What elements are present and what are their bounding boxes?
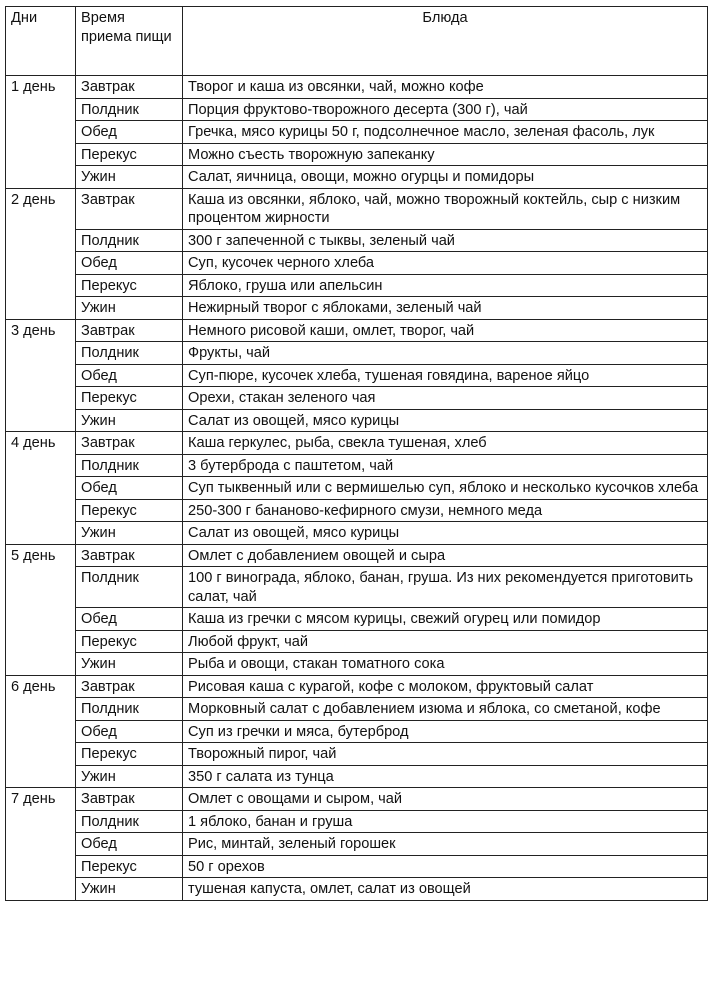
- meal-time: Завтрак: [76, 432, 183, 455]
- dish-description: Каша геркулес, рыба, свекла тушеная, хлеб: [183, 432, 708, 455]
- meal-time: Перекус: [76, 743, 183, 766]
- meal-time: Полдник: [76, 342, 183, 365]
- meal-time: Перекус: [76, 855, 183, 878]
- meal-time: Перекус: [76, 143, 183, 166]
- dish-description: Рис, минтай, зеленый горошек: [183, 833, 708, 856]
- meal-time: Полдник: [76, 229, 183, 252]
- day-label: 1 день: [6, 76, 76, 189]
- dish-description: Порция фруктово-творожного десерта (300 г), чай: [183, 98, 708, 121]
- meal-time: Обед: [76, 252, 183, 275]
- table-row: [6, 76, 708, 99]
- dish-description: Яблоко, груша или апельсин: [183, 274, 708, 297]
- dish-description: Морковный салат с добавлением изюма и яблока, со сметаной, кофе: [183, 698, 708, 721]
- table-row: [6, 229, 708, 252]
- dish-description: Каша из гречки с мясом курицы, свежий огурец или помидор: [183, 608, 708, 631]
- day-label: 3 день: [6, 319, 76, 432]
- dish-description: Каша из овсянки, яблоко, чай, можно творожный коктейль, сыр с низким процентом жирности: [183, 188, 708, 229]
- table-row: [6, 188, 708, 229]
- table-row: [6, 342, 708, 365]
- dish-description: Омлет с добавлением овощей и сыра: [183, 544, 708, 567]
- table-row: [6, 608, 708, 631]
- meal-time: Полдник: [76, 810, 183, 833]
- table-row: [6, 855, 708, 878]
- meal-time: Обед: [76, 477, 183, 500]
- meal-time: Перекус: [76, 387, 183, 410]
- table-row: [6, 454, 708, 477]
- table-row: [6, 499, 708, 522]
- dish-description: Рыба и овощи, стакан томатного сока: [183, 653, 708, 676]
- meal-time: Перекус: [76, 274, 183, 297]
- meal-time: Завтрак: [76, 319, 183, 342]
- table-row: [6, 675, 708, 698]
- header-days: Дни: [6, 7, 76, 76]
- header-meal-time: Время приема пищи: [76, 7, 183, 76]
- dish-description: Любой фрукт, чай: [183, 630, 708, 653]
- dish-description: 300 г запеченной с тыквы, зеленый чай: [183, 229, 708, 252]
- table-row: [6, 98, 708, 121]
- meal-time: Обед: [76, 720, 183, 743]
- table-row: [6, 878, 708, 901]
- dish-description: 100 г винограда, яблоко, банан, груша. Из них рекомендуется приготовить салат, чай: [183, 567, 708, 608]
- table-row: [6, 788, 708, 811]
- meal-time: Ужин: [76, 522, 183, 545]
- meal-time: Завтрак: [76, 675, 183, 698]
- dish-description: Немного рисовой каши, омлет, творог, чай: [183, 319, 708, 342]
- meal-time: Завтрак: [76, 788, 183, 811]
- dish-description: Орехи, стакан зеленого чая: [183, 387, 708, 410]
- table-row: [6, 698, 708, 721]
- dish-description: Салат из овощей, мясо курицы: [183, 409, 708, 432]
- meal-time: Обед: [76, 608, 183, 631]
- day-label: 6 день: [6, 675, 76, 788]
- table-row: [6, 544, 708, 567]
- table-row: [6, 166, 708, 189]
- dish-description: 50 г орехов: [183, 855, 708, 878]
- meal-time: Ужин: [76, 297, 183, 320]
- dish-description: Суп тыквенный или с вермишелью суп, яблоко и несколько кусочков хлеба: [183, 477, 708, 500]
- meal-time: Ужин: [76, 878, 183, 901]
- meal-time: Перекус: [76, 499, 183, 522]
- dish-description: Салат из овощей, мясо курицы: [183, 522, 708, 545]
- table-row: [6, 297, 708, 320]
- meal-time: Ужин: [76, 409, 183, 432]
- table-row: [6, 567, 708, 608]
- dish-description: Рисовая каша с курагой, кофе с молоком, фруктовый салат: [183, 675, 708, 698]
- meal-plan-table: [5, 6, 708, 901]
- dish-description: Творог и каша из овсянки, чай, можно кофе: [183, 76, 708, 99]
- meal-time: Перекус: [76, 630, 183, 653]
- meal-time: Полдник: [76, 98, 183, 121]
- dish-description: Можно съесть творожную запеканку: [183, 143, 708, 166]
- dish-description: 250-300 г бананово-кефирного смузи, немного меда: [183, 499, 708, 522]
- table-row: [6, 522, 708, 545]
- table-row: [6, 387, 708, 410]
- meal-time: Завтрак: [76, 544, 183, 567]
- table-row: [6, 121, 708, 144]
- day-label: 4 день: [6, 432, 76, 545]
- table-row: [6, 653, 708, 676]
- dish-description: Салат, яичница, овощи, можно огурцы и помидоры: [183, 166, 708, 189]
- meal-time: Обед: [76, 833, 183, 856]
- meal-time: Обед: [76, 364, 183, 387]
- table-row: [6, 477, 708, 500]
- table-row: [6, 319, 708, 342]
- dish-description: Суп-пюре, кусочек хлеба, тушеная говядина, вареное яйцо: [183, 364, 708, 387]
- table-row: [6, 143, 708, 166]
- meal-time: Полдник: [76, 567, 183, 608]
- table-row: [6, 765, 708, 788]
- dish-description: Суп, кусочек черного хлеба: [183, 252, 708, 275]
- dish-description: Фрукты, чай: [183, 342, 708, 365]
- meal-plan-body: [6, 76, 708, 901]
- dish-description: Омлет с овощами и сыром, чай: [183, 788, 708, 811]
- dish-description: тушеная капуста, омлет, салат из овощей: [183, 878, 708, 901]
- dish-description: 3 бутерброда с паштетом, чай: [183, 454, 708, 477]
- dish-description: Творожный пирог, чай: [183, 743, 708, 766]
- table-row: [6, 409, 708, 432]
- table-row: [6, 252, 708, 275]
- table-row: [6, 630, 708, 653]
- meal-time: Полдник: [76, 698, 183, 721]
- meal-time: Обед: [76, 121, 183, 144]
- dish-description: 350 г салата из тунца: [183, 765, 708, 788]
- day-label: 7 день: [6, 788, 76, 901]
- table-row: [6, 274, 708, 297]
- day-label: 5 день: [6, 544, 76, 675]
- table-row: [6, 432, 708, 455]
- meal-time: Завтрак: [76, 188, 183, 229]
- meal-time: Ужин: [76, 765, 183, 788]
- meal-time: Полдник: [76, 454, 183, 477]
- dish-description: 1 яблоко, банан и груша: [183, 810, 708, 833]
- table-row: [6, 833, 708, 856]
- meal-time: Ужин: [76, 653, 183, 676]
- dish-description: Суп из гречки и мяса, бутерброд: [183, 720, 708, 743]
- dish-description: Нежирный творог с яблоками, зеленый чай: [183, 297, 708, 320]
- table-row: [6, 810, 708, 833]
- meal-time: Ужин: [76, 166, 183, 189]
- table-row: [6, 743, 708, 766]
- header-dishes: Блюда: [183, 7, 708, 76]
- meal-time: Завтрак: [76, 76, 183, 99]
- header-row: [6, 7, 708, 76]
- table-row: [6, 364, 708, 387]
- table-row: [6, 720, 708, 743]
- day-label: 2 день: [6, 188, 76, 319]
- dish-description: Гречка, мясо курицы 50 г, подсолнечное масло, зеленая фасоль, лук: [183, 121, 708, 144]
